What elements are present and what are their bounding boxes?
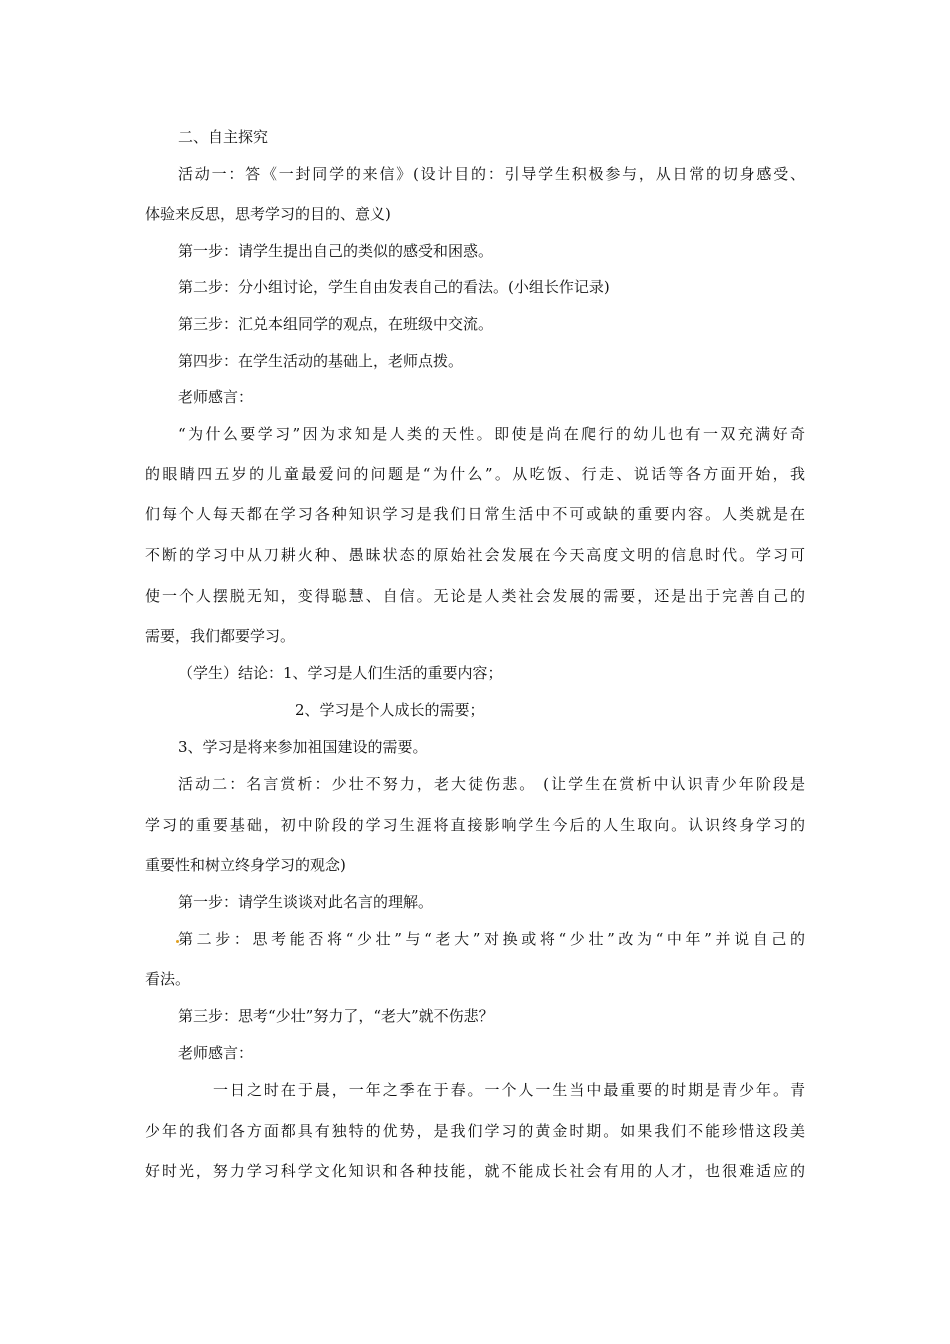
section-heading: 二、自主探究 xyxy=(178,128,269,146)
conclusion-1: （学生）结论：1、学习是人们生活的重要内容； xyxy=(178,664,503,682)
step-one: 第一步：请学生谈谈对此名言的理解。 xyxy=(178,893,434,911)
teacher-remarks-label: 老师感言： xyxy=(178,388,254,406)
paragraph-line: “为什么要学习”因为求知是人类的天性。即使是尚在爬行的幼儿也有一双充满好奇 xyxy=(178,425,805,443)
step-two-cont: 看法。 xyxy=(145,970,191,988)
activity-two-title-cont: 学习的重要基础，初中阶段的学习生涯将直接影响学生今后的人生取向。认识终身学习的 xyxy=(145,816,805,834)
paragraph-line: 好时光，努力学习科学文化知识和各种技能，就不能成长社会有用的人才，也很难适应的 xyxy=(145,1162,805,1180)
paragraph-line: 们每个人每天都在学习各种知识学习是我们日常生活中不可或缺的重要内容。人类就是在 xyxy=(145,505,805,523)
step-three: 第三步：思考“少壮”努力了，“老大”就不伤悲？ xyxy=(178,1007,494,1025)
step-two: 第二步：分小组讨论，学生自由发表自己的看法。(小组长作记录) xyxy=(178,278,610,296)
step-one: 第一步：请学生提出自己的类似的感受和困惑。 xyxy=(178,242,494,260)
conclusion-3: 3、学习是将来参加祖国建设的需要。 xyxy=(178,738,428,756)
activity-two-title: 活动二：名言赏析：少壮不努力，老大徒伤悲。 (让学生在赏析中认识青少年阶段是 xyxy=(178,775,805,793)
conclusion-2: 2、学习是个人成长的需要； xyxy=(295,701,485,719)
paragraph-line: 不断的学习中从刀耕火种、愚昧状态的原始社会发展在今天高度文明的信息时代。学习可 xyxy=(145,546,805,564)
step-two: 第二步：思考能否将“少壮”与“老大”对换或将“少壮”改为“中年”并说自己的 xyxy=(178,930,805,948)
activity-one-title-cont: 体验来反思，思考学习的目的、意义) xyxy=(145,205,391,223)
paragraph-line: 需要，我们都要学习。 xyxy=(145,627,296,645)
step-three: 第三步：汇兑本组同学的观点，在班级中交流。 xyxy=(178,315,494,333)
paragraph-line: 的眼睛四五岁的儿童最爱问的问题是“为什么”。从吃饭、行走、说话等各方面开始，我 xyxy=(145,465,805,483)
activity-two-title-cont: 重要性和树立终身学习的观念) xyxy=(145,856,346,874)
teacher-remarks-label: 老师感言： xyxy=(178,1044,254,1062)
activity-one-title: 活动一：答《一封同学的来信》(设计目的：引导学生积极参与，从日常的切身感受、 xyxy=(178,165,805,183)
paragraph-line: 少年的我们各方面都具有独特的优势，是我们学习的黄金时期。如果我们不能珍惜这段美 xyxy=(145,1122,805,1140)
paragraph-line: 使一个人摆脱无知，变得聪慧、自信。无论是人类社会发展的需要，还是出于完善自己的 xyxy=(145,587,805,605)
step-four: 第四步：在学生活动的基础上，老师点拨。 xyxy=(178,352,464,370)
paragraph-line: 一日之时在于晨，一年之季在于春。一个人一生当中最重要的时期是青少年。青 xyxy=(213,1081,805,1099)
